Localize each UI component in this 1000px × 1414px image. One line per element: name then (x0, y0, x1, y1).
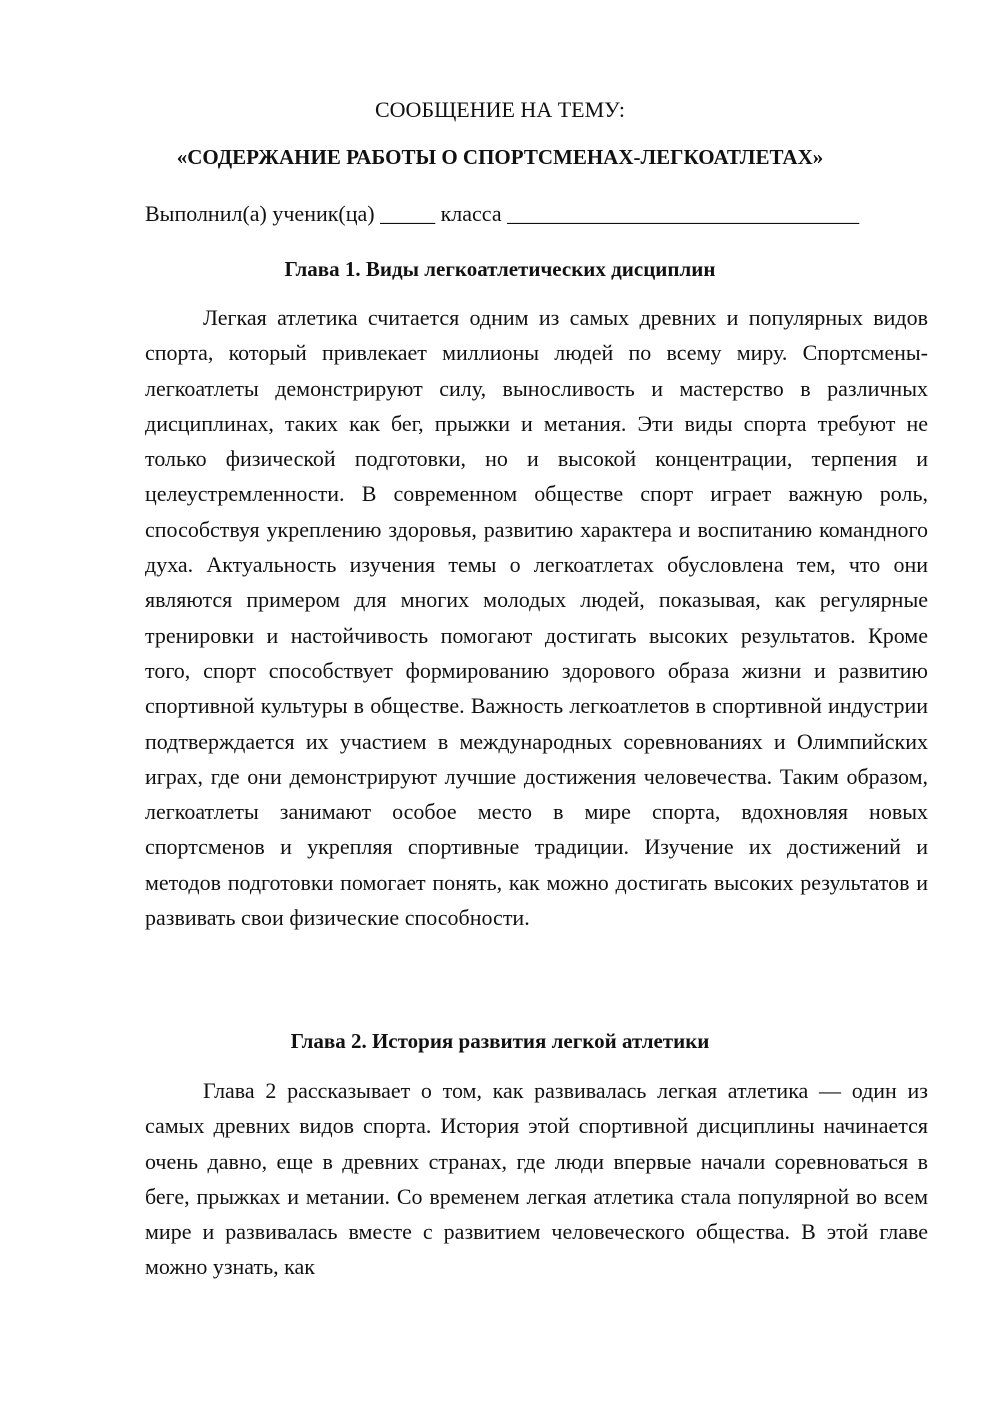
chapter-1-heading: Глава 1. Виды легкоатлетических дисциплин (284, 257, 716, 281)
chapter-2-heading: Глава 2. История развития легкой атлетики (290, 1029, 710, 1053)
document-topic: «СОДЕРЖАНИЕ РАБОТЫ О СПОРТСМЕНАХ-ЛЕГКОАТЛЕТАХ» (176, 145, 824, 169)
student-signature-line: Выполнил(а) ученик(ца) _____ класса ________________________________ (145, 201, 860, 226)
chapter-1-paragraph: Легкая атлетика считается одним из самых древних и популярных видов спорта, который привлекает миллионы людей по всему миру. Спортсмены-легкоатлеты демонстрируют силу, выносливость и мастерство в различных дисциплинах, таких как бег, прыжки и метания. Эти виды спорта требуют не только физической подготовки, но и высокой концентрации, терпения и целеустремленности. В современном обществе спорт играет важную роль, способствуя укреплению здоровья, развитию характера и воспитанию командного духа. Актуальность изучения темы о легкоатлетах обусловлена тем, что они являются примером для многих молодых людей, показывая, как регулярные тренировки и настойчивость помогают достигать высоких результатов. Кроме того, спорт способствует формированию здорового образа жизни и развитию спортивной культуры в обществе. Важность легкоатлетов в спортивной индустрии подтверждается их участием в международных соревнованиях и Олимпийских играх, где они демонстрируют лучшие достижения человечества. Таким образом, легкоатлеты занимают особое место в мире спорта, вдохновляя новых спортсменов и укрепляя спортивные традиции. Изучение их достижений и методов подготовки помогает понять, как можно достигать высоких результатов и развивать свои физические способности. (145, 305, 928, 931)
document-title: СООБЩЕНИЕ НА ТЕМУ: (375, 97, 625, 122)
chapter-2-paragraph: Глава 2 рассказывает о том, как развивалась легкая атлетика — один из самых древних видов спорта. История этой спортивной дисциплины начинается очень давно, еще в древних странах, где люди впервые начали соревноваться в беге, прыжках и метании. Со временем легкая атлетика стала популярной во всем мире и развивалась вместе с развитием человеческого общества. В этой главе можно узнать, как (145, 1078, 928, 1280)
